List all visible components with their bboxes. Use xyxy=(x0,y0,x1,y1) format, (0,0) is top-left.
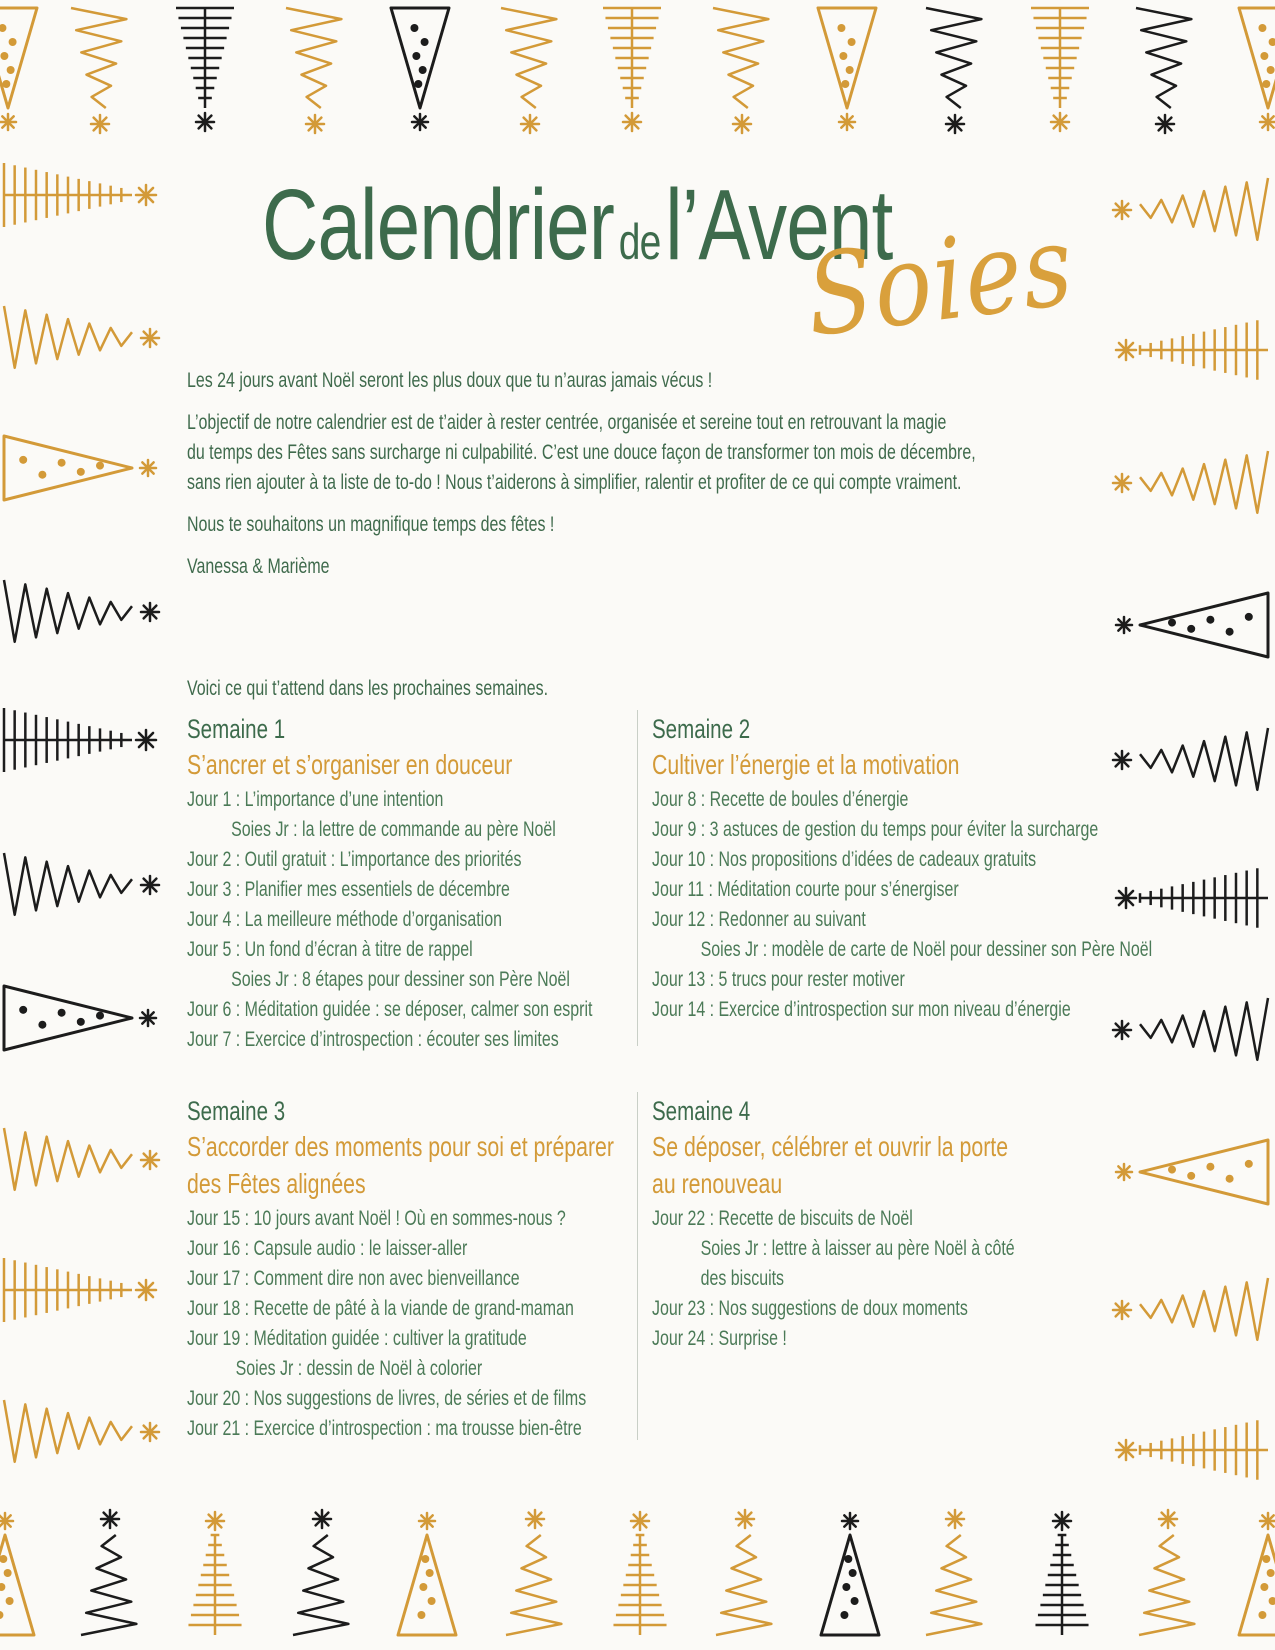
list-item: Jour 4 : La meilleure méthode d’organisation xyxy=(187,908,502,931)
intro-para-2-line-2: du temps des Fêtes sans surcharge ni culpabilité. C’est une douce façon de transformer ton mois de décembre, xyxy=(187,441,976,464)
signature: Vanessa & Marième xyxy=(187,555,330,578)
tree-icon xyxy=(188,1512,241,1635)
list-item: Jour 2 : Outil gratuit : L’importance des priorités xyxy=(187,848,522,871)
list-item: Jour 7 : Exercice d’introspection : écouter ses limites xyxy=(187,1028,559,1051)
tree-icon xyxy=(613,1512,666,1635)
tree-icon xyxy=(4,1258,156,1322)
tree-icon xyxy=(1139,1510,1194,1635)
list-item: Jour 10 : Nos propositions d’idées de cadeaux gratuits xyxy=(652,848,1037,871)
list-item: des biscuits xyxy=(700,1267,785,1290)
list-item: Jour 20 : Nos suggestions de livres, de séries et de films xyxy=(187,1387,587,1410)
list-item: Jour 12 : Redonner au suivant xyxy=(652,908,866,931)
list-item: Soies Jr : lettre à laisser au père Noël à côté xyxy=(700,1237,1015,1260)
tree-icon xyxy=(176,8,234,131)
list-item: Jour 19 : Méditation guidée : cultiver la gratitude xyxy=(187,1327,527,1350)
list-item: Jour 5 : Un fond d’écran à titre de rappel xyxy=(187,938,473,961)
tree-icon xyxy=(926,8,981,133)
intro-wish: Nous te souhaitons un magnifique temps des fêtes ! xyxy=(187,513,555,536)
tree-icon xyxy=(1136,8,1191,133)
intro-para-2-line-3: sans rien ajouter à ta liste de to-do ! Nous t’aiderons à simplifier, ralentir et profiter de ce qui compte vraiment. xyxy=(187,471,962,494)
tree-icon xyxy=(926,1510,981,1635)
list-item: Jour 13 : 5 trucs pour rester motiver xyxy=(652,968,905,991)
list-item: Jour 6 : Méditation guidée : se déposer, calmer son esprit xyxy=(187,998,593,1021)
tree-icon xyxy=(713,8,768,133)
tree-icon xyxy=(4,306,159,368)
tree-icon xyxy=(4,436,156,500)
intro-para-2-line-1: L’objectif de notre calendrier est de t’aider à rester centrée, organisée et sereine tout en retrouvant la magie xyxy=(187,411,947,434)
list-item: Jour 22 : Recette de biscuits de Noël xyxy=(652,1207,913,1230)
list-item: Soies Jr : modèle de carte de Noël pour dessiner son Père Noël xyxy=(700,938,1153,961)
tree-icon xyxy=(1116,1420,1268,1479)
list-item: Jour 14 : Exercice d’introspection sur mon niveau d’énergie xyxy=(652,998,1071,1021)
tree-icon xyxy=(1116,1140,1268,1204)
tree-icon xyxy=(4,986,156,1050)
title xyxy=(262,168,1079,378)
tree-icon xyxy=(71,8,126,133)
week-1 xyxy=(187,712,720,1055)
week-subtitle: Cultiver l’énergie et la motivation xyxy=(652,749,960,780)
list-item: Jour 21 : Exercice d’introspection : ma trousse bien-être xyxy=(187,1417,582,1440)
tree-icon xyxy=(1031,8,1089,131)
week-label: Semaine 1 xyxy=(187,714,286,744)
tree-icon xyxy=(716,1510,771,1635)
tree-icon xyxy=(293,1510,348,1635)
list-item: Soies Jr : 8 étapes pour dessiner son Père Noël xyxy=(231,968,570,991)
week-label: Semaine 2 xyxy=(652,714,751,744)
tree-icon xyxy=(81,1510,136,1635)
tree-icon xyxy=(1113,178,1268,240)
list-item: Jour 11 : Méditation courte pour s’énergiser xyxy=(652,878,959,901)
list-item: Jour 24 : Surprise ! xyxy=(652,1327,787,1350)
title-de: de xyxy=(618,214,661,270)
title-main xyxy=(262,168,892,283)
list-item: Soies Jr : la lettre de commande au père Noël xyxy=(231,818,556,841)
list-item: Soies Jr : dessin de Noël à colorier xyxy=(235,1357,483,1380)
week-4 xyxy=(652,1094,1129,1354)
week-label: Semaine 4 xyxy=(652,1096,751,1126)
tree-icon xyxy=(398,1513,456,1635)
tree-icon xyxy=(1239,1513,1275,1635)
week-subtitle: au renouveau xyxy=(652,1168,783,1199)
tree-icon xyxy=(0,1513,34,1635)
tree-icon xyxy=(4,708,156,772)
week-label: Semaine 3 xyxy=(187,1096,286,1126)
list-item: Jour 3 : Planifier mes essentiels de décembre xyxy=(187,878,510,901)
tree-icon xyxy=(818,8,876,130)
tree-icon xyxy=(821,1513,879,1635)
intro-text xyxy=(187,366,1227,582)
tree-icon xyxy=(4,163,156,227)
week-subtitle: des Fêtes alignées xyxy=(187,1168,366,1199)
list-item: Jour 23 : Nos suggestions de doux moments xyxy=(652,1297,968,1320)
tree-icon xyxy=(4,1400,159,1462)
tree-icon xyxy=(603,8,661,131)
weeks-lead: Voici ce qui t’attend dans les prochaines semaines. xyxy=(187,677,549,700)
list-item: Jour 1 : L’importance d’une intention xyxy=(187,788,444,811)
title-calendrier: Calendrier xyxy=(262,169,615,281)
tree-icon xyxy=(4,853,159,915)
tree-icon xyxy=(4,580,159,642)
tree-icon xyxy=(0,8,37,130)
tree-icon xyxy=(1239,8,1275,130)
title-script-soies: Soies xyxy=(802,200,1079,363)
tree-icon xyxy=(1035,1512,1088,1635)
list-item: Jour 8 : Recette de boules d’énergie xyxy=(652,788,909,811)
week-2 xyxy=(652,712,1275,1025)
intro-line-1: Les 24 jours avant Noël seront les plus doux que tu n’auras jamais vécus ! xyxy=(187,369,713,392)
week-subtitle: Se déposer, célébrer et ouvrir la porte xyxy=(652,1131,1009,1162)
list-item: Jour 17 : Comment dire non avec bienveillance xyxy=(187,1267,520,1290)
tree-icon xyxy=(1116,593,1268,657)
tree-icon xyxy=(1113,1278,1268,1340)
list-item: Jour 9 : 3 astuces de gestion du temps pour éviter la surcharge xyxy=(652,818,1099,841)
week-subtitle: S’accorder des moments pour soi et préparer xyxy=(187,1131,614,1162)
list-item: Jour 18 : Recette de pâté à la viande de grand-maman xyxy=(187,1297,574,1320)
list-item: Jour 15 : 10 jours avant Noël ! Où en sommes-nous ? xyxy=(187,1207,566,1230)
list-item: Jour 16 : Capsule audio : le laisser-aller xyxy=(187,1237,468,1260)
title-avent: l’Avent xyxy=(665,169,893,281)
tree-icon xyxy=(501,8,556,133)
tree-icon xyxy=(506,1510,561,1635)
week-subtitle: S’ancrer et s’organiser en douceur xyxy=(187,749,513,780)
tree-icon xyxy=(286,8,341,133)
tree-icon xyxy=(391,8,449,130)
tree-icon xyxy=(4,1128,159,1190)
